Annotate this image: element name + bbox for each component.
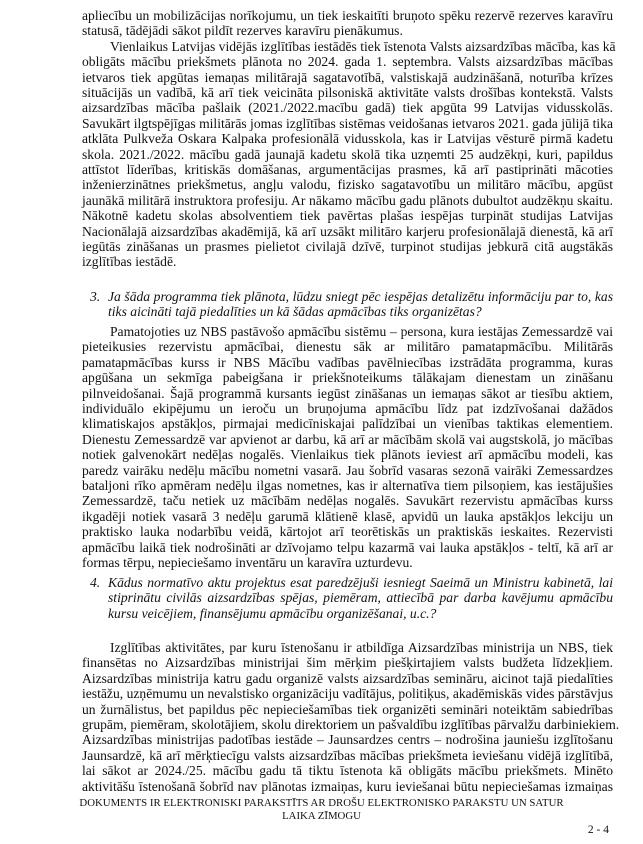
text-line: izglītības iestādē. [82, 254, 177, 270]
text-line: attīstot līderības, kritiskās domāšanas, argumentācijas prasmes, kā arī pastiprināti mācoties [82, 162, 613, 178]
question-3-text [82, 289, 613, 320]
text-line: Ja šāda programma tiek plānota, lūdzu sniegt pēc iespējas detalizētu informāciju par to, kas [108, 289, 613, 304]
text-line: Aizsardzības ministrijas padotības iestāde – Jaunsardzes centrs – nodrošina jauniešu izglītošanu [82, 732, 613, 748]
text-line: aizsardzības mācība pašlaik (2021./2022.macību gadā) tiek apgūta 99 Latvijas vidusskolās. [82, 100, 613, 116]
text-line: ietvaros tiek apgūtas iemaņas militārajā sagatavotībā, valstiskajā audzināšanā, noturība krīzes [82, 69, 613, 85]
text-line: Nākotnē kadetu skolas absolventiem tiek pavērtas plašas iespējas turpināt studijas Latvijas [82, 208, 613, 224]
text-line: apmācību laikā tiek nodrošināti ar dzīvojamo telpu kazarmā vai lauka apstākļos - teltī, kā arī ar [82, 539, 613, 555]
text-line: stiprinātu civilās aizsardzības spējas, piemēram, attiecībā par darba kavējumu apmācību [108, 590, 613, 606]
footer-line-1: DOKUMENTS IR ELEKTRONISKI PARAKSTĪTS AR DROŠU ELEKTRONISKO PARAKSTU UN SATUR [79, 797, 564, 809]
text-line: apgūšana un sekmīga pabeigšana ir priekšnoteikums tālākajam dienestam un zināšanu [82, 370, 613, 386]
text-line: Izglītības aktivitātes, par kuru īstenošanu ir atbildīga Aizsardzības ministrija un NBS, tiek [110, 640, 613, 655]
text-line: Savukārt ilgtspējīgas militārās jomas izglītības sistēmas veidošanas ietvaros 2021. gada jūlijā tika [82, 115, 613, 131]
text-line: klimatiskajos apstākļos, pirmajai medicīniskajai palīdzībai un vienības taktikas elementiem. [82, 416, 613, 432]
text-line: jaunākā militārā instruktora profesiju. Ar nākamo mācību gadu plānots dubultot audzēkņu skaitu. [82, 192, 613, 208]
signature-footer [60, 797, 583, 823]
text-line: grupām, piemēram, skolotājiem, skolu direktoriem un pašvaldību izglītības pārvalžu darbiniekiem. [82, 717, 620, 733]
text-line: iestāžu, uzņēmumu un nevalstisko organizāciju vadītājus, politiķus, akadēmiskās vides pārstāvjus [82, 686, 613, 702]
question-number: 4. [90, 575, 101, 590]
text-line: statusā, tādējādi sākot pildīt rezerves karavīru pienākumus. [82, 23, 403, 39]
text-line: Dienestu Zemessardzē var apvienot ar darbu, kā arī ar mācībām skolā vai augstskolā, jo mācības [82, 431, 613, 447]
text-line: apliecību un mobilizācijas norīkojumu, un tiek ieskaitīti bruņoto spēku rezervē rezerves karavīru [82, 8, 613, 23]
text-line: obligāts mācību priekšmets plānota no 2024. gada 1. septembra. Valsts aizsardzības mācības [82, 54, 613, 70]
text-line: Jaunsardzē, kā arī mērķtiecīgu valsts aizsardzības mācības priekšmeta ieviešanu vidējā izglītībā, [82, 747, 613, 763]
text-line: lai sākot ar 2024./25. mācību gadu tā tiktu īstenota kā obligāts mācību priekšmets. Minēto [82, 763, 613, 779]
text-line: formas tērpu, nepieciešamo inventāru un karavīra uzturdevu. [82, 555, 413, 571]
question-4-text [82, 575, 613, 621]
text-line: un žurnālistus, bet papildus pēc nepieciešamības tiek organizēti semināri noteiktām sabiedrības [82, 701, 613, 717]
text-line: iegūtās zināšanas un prasmes pielietot civilajā dzīvē, turpinot studijas jebkurā citā augstākās [82, 239, 613, 255]
text-line: situācijās un vadībā, kā arī tiek veicināta pilsoniskā aktivitāte valsts drošības kontekstā. Valsts [82, 85, 613, 101]
text-line: skola. 2021./2022. mācību gadā jaunajā kadetu skolā tika uzņemti 25 audzēkņi, kuri, papildus [82, 146, 613, 162]
text-line: pilnveidošanai. Šajā programmā kursants iegūst zināšanas un iemaņas sākot ar tiesību aktiem, [82, 385, 613, 401]
text-line: atklāta Pulkveža Oskara Kalpaka profesionālā vidusskola, kas ir Latvijas vēsturē pirmā kadetu [82, 131, 613, 147]
text-line: inženierzinātnes priekšmetus, angļu valodu, fizisko sagatavotību un militāro mācību, apgūst [82, 177, 613, 193]
text-line: pieteikusies rezervistu apmācībai, dienestu sāk ar militāro pamatapmācību. Militārās [82, 339, 613, 355]
text-line: kursu veicējiem, finansējumu apmācību organizēšanai, u.c.? [108, 605, 437, 621]
text-line: Pamatojoties uz NBS pastāvošo apmācību sistēmu – persona, kura iestājas Zemessardzē vai [110, 324, 613, 339]
text-line: pamatapmācības kurss ir NBS Mācību vadības pavēlniecības izstrādāta programma, kuras [82, 354, 613, 370]
paragraph-training-system [82, 324, 613, 571]
text-line: Vienlaikus Latvijas vidējās izglītības iestādēs tiek īstenota Valsts aizsardzības mācība, kas kā [110, 38, 616, 54]
paragraph-defence-education [82, 38, 616, 270]
question-number: 3. [90, 289, 101, 304]
text-line: ikgadēji notiek vasarā 3 nedēļu garumā klātienē klasē, apvidū un lauka apstākļos lekciju un [82, 508, 613, 524]
footer-line-2: LAIKA ZĪMOGU [282, 810, 361, 822]
text-line: bataljoni rīko apmēram nedēļu ilgas nometnes, kas ir alternatīva tiem pilsoņiem, kas iestājušies [82, 478, 613, 494]
text-line: Nacionālajā aizsardzības akadēmijā, kā arī uzsākt militāro karjeru profesionālajā dienestā, kā arī [82, 223, 613, 239]
question-3 [82, 289, 613, 320]
text-line: tiks aicināti tajā piedalīties un kā šādas apmācības tiks organizētas? [108, 304, 482, 320]
text-line: Aizsardzības ministrija katru gadu organizē valsts aizsardzības semināru, aicinot tajā piedalīties [82, 670, 613, 686]
text-line: paredz vairāku nedēļu mācību nometni vasarā. Jau šobrīd vasaras sezonā vairāki Zemessardzes [82, 462, 613, 478]
text-line: Zemessardzē, taču netiek uz mācībām nedēļas nogalēs. Savukārt rezervistu apmācības kurss [82, 493, 613, 509]
paragraph-mobilization [82, 8, 613, 39]
text-line: finansētas no Aizsardzības ministrijai šim mērķim piešķirtajiem valsts budžeta līdzekļiem. [82, 655, 613, 671]
text-line: notiek galvenokārt nedēļas nogalēs. Vienlaikus tiek plānots ieviest arī apmācību modeli, kas [82, 447, 613, 463]
question-4 [82, 575, 613, 621]
page-number: 2 - 4 [587, 824, 609, 836]
text-line: Kādus normatīvo aktu projektus esat paredzējuši iesniegt Saeimā un Ministru kabinetā, lai [108, 575, 613, 590]
text-line: praktisko lauka nodarbību veidā, kārtojot arī teorētiskās un praktiskās ieskaites. Rezervisti [82, 524, 613, 540]
text-line: individuālo ekipējumu un ieroču un bruņojuma apmācību līdz pat izdzīvošanai dažādos [82, 401, 613, 417]
paragraph-funding [82, 640, 620, 794]
text-line: aktivitāšu īstenošanā šobrīd nav plānotas izmaiņas, kuru ieviešanai būtu nepieciešamas izmaiņas [82, 778, 613, 794]
